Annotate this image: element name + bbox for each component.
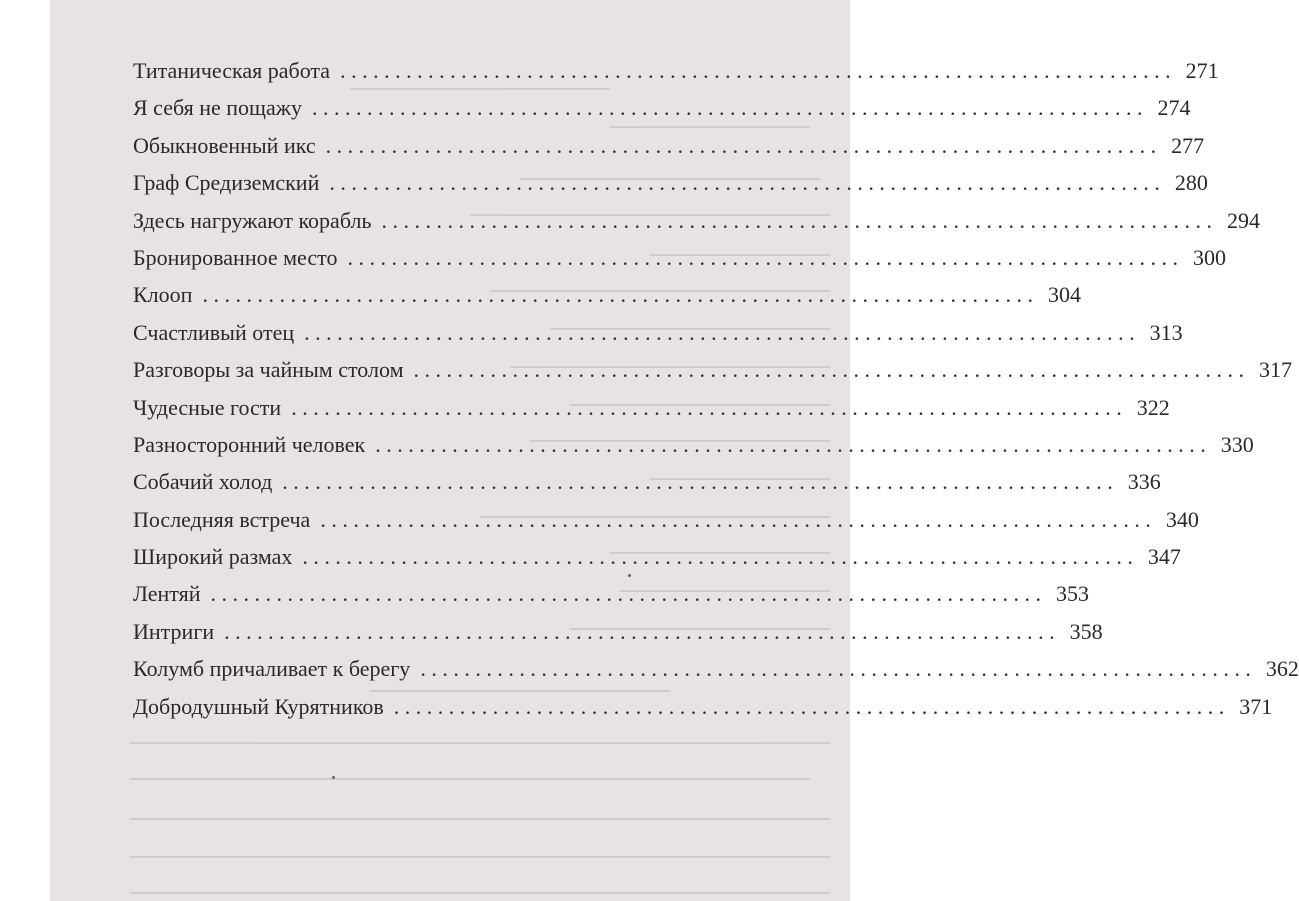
toc-entry-title: Клооп — [133, 282, 193, 308]
dot-leader — [302, 544, 1133, 570]
toc-entry-title: Собачий холод — [133, 469, 273, 495]
dot-leader — [326, 133, 1157, 159]
toc-entry-page: 322 — [1136, 394, 1170, 420]
toc-entry-title: Интриги — [133, 618, 215, 644]
toc-entry[interactable] — [133, 693, 1273, 731]
table-of-contents — [133, 58, 1299, 731]
dot-leader — [202, 282, 1033, 308]
dot-leader — [329, 170, 1160, 196]
toc-entry-page: 358 — [1069, 618, 1103, 644]
toc-entry-title: Лентяй — [133, 581, 201, 607]
toc-entry[interactable] — [133, 95, 1191, 132]
toc-entry-title: Бронированное место — [133, 244, 338, 270]
dot-leader — [282, 469, 1113, 495]
toc-entry-page: 294 — [1226, 207, 1260, 233]
toc-entry-page: 340 — [1165, 506, 1199, 532]
dot-leader — [394, 694, 1225, 720]
toc-entry-page: 304 — [1047, 282, 1081, 308]
toc-entry-title: Разговоры за чайным столом — [133, 357, 404, 383]
book-page — [50, 0, 1299, 901]
toc-entry-title: Последняя встреча — [133, 506, 311, 532]
toc-entry-title: Счастливый отец — [133, 319, 295, 345]
dot-leader — [291, 395, 1122, 421]
dot-leader — [320, 507, 1151, 533]
toc-entry[interactable] — [133, 394, 1170, 432]
toc-entry-page: 277 — [1171, 132, 1205, 158]
toc-entry-page: 313 — [1149, 319, 1183, 345]
toc-entry-title: Колумб причаливает к берегу — [133, 656, 411, 682]
toc-entry[interactable] — [133, 207, 1260, 245]
dot-leader — [211, 581, 1042, 607]
dot-leader — [224, 619, 1055, 645]
toc-entry[interactable] — [133, 656, 1299, 693]
toc-entry-page: 271 — [1185, 58, 1219, 83]
toc-entry-page: 353 — [1056, 581, 1090, 607]
toc-entry[interactable] — [133, 431, 1254, 469]
toc-entry-title: Обыкновенный икс — [133, 132, 316, 158]
toc-entry-title: Граф Средиземский — [133, 170, 320, 196]
toc-entry-title: Разносторонний человек — [133, 431, 366, 457]
toc-entry-title: Широкий размах — [133, 544, 293, 570]
toc-entry[interactable] — [133, 58, 1219, 95]
toc-entry-page: 300 — [1192, 244, 1226, 270]
toc-entry-title: Здесь нагружают корабль — [133, 207, 372, 233]
toc-entry-page: 330 — [1220, 431, 1254, 457]
toc-entry[interactable] — [133, 469, 1161, 506]
toc-entry-page: 274 — [1157, 95, 1191, 121]
dot-leader — [420, 656, 1251, 682]
toc-entry-page: 362 — [1265, 656, 1299, 682]
toc-entry-title: Титаническая работа — [133, 58, 331, 83]
toc-entry-page: 317 — [1259, 357, 1292, 383]
dot-leader — [381, 208, 1212, 234]
toc-entry[interactable] — [133, 581, 1090, 618]
dot-leader — [340, 58, 1171, 84]
toc-entry[interactable] — [133, 170, 1208, 207]
toc-entry[interactable] — [133, 618, 1103, 656]
toc-entry[interactable] — [133, 319, 1183, 357]
dot-leader — [347, 245, 1178, 271]
dot-leader — [414, 357, 1245, 383]
dot-leader — [312, 95, 1143, 121]
toc-entry-title: Добродушный Курятников — [133, 693, 384, 719]
dot-leader — [304, 320, 1135, 346]
toc-entry-title: Я себя не пощажу — [133, 95, 302, 121]
toc-entry[interactable] — [133, 282, 1081, 319]
toc-entry[interactable] — [133, 244, 1226, 282]
toc-entry-page: 280 — [1174, 170, 1208, 196]
toc-entry-page: 371 — [1239, 693, 1273, 719]
toc-entry-page: 347 — [1147, 544, 1181, 570]
toc-entry[interactable] — [133, 544, 1181, 581]
dot-leader — [375, 432, 1206, 458]
toc-entry[interactable] — [133, 506, 1199, 544]
paper-speck — [332, 776, 335, 779]
toc-entry[interactable] — [133, 132, 1205, 170]
toc-entry[interactable] — [133, 357, 1292, 394]
toc-entry-page: 336 — [1127, 469, 1161, 495]
toc-entry-title: Чудесные гости — [133, 394, 282, 420]
